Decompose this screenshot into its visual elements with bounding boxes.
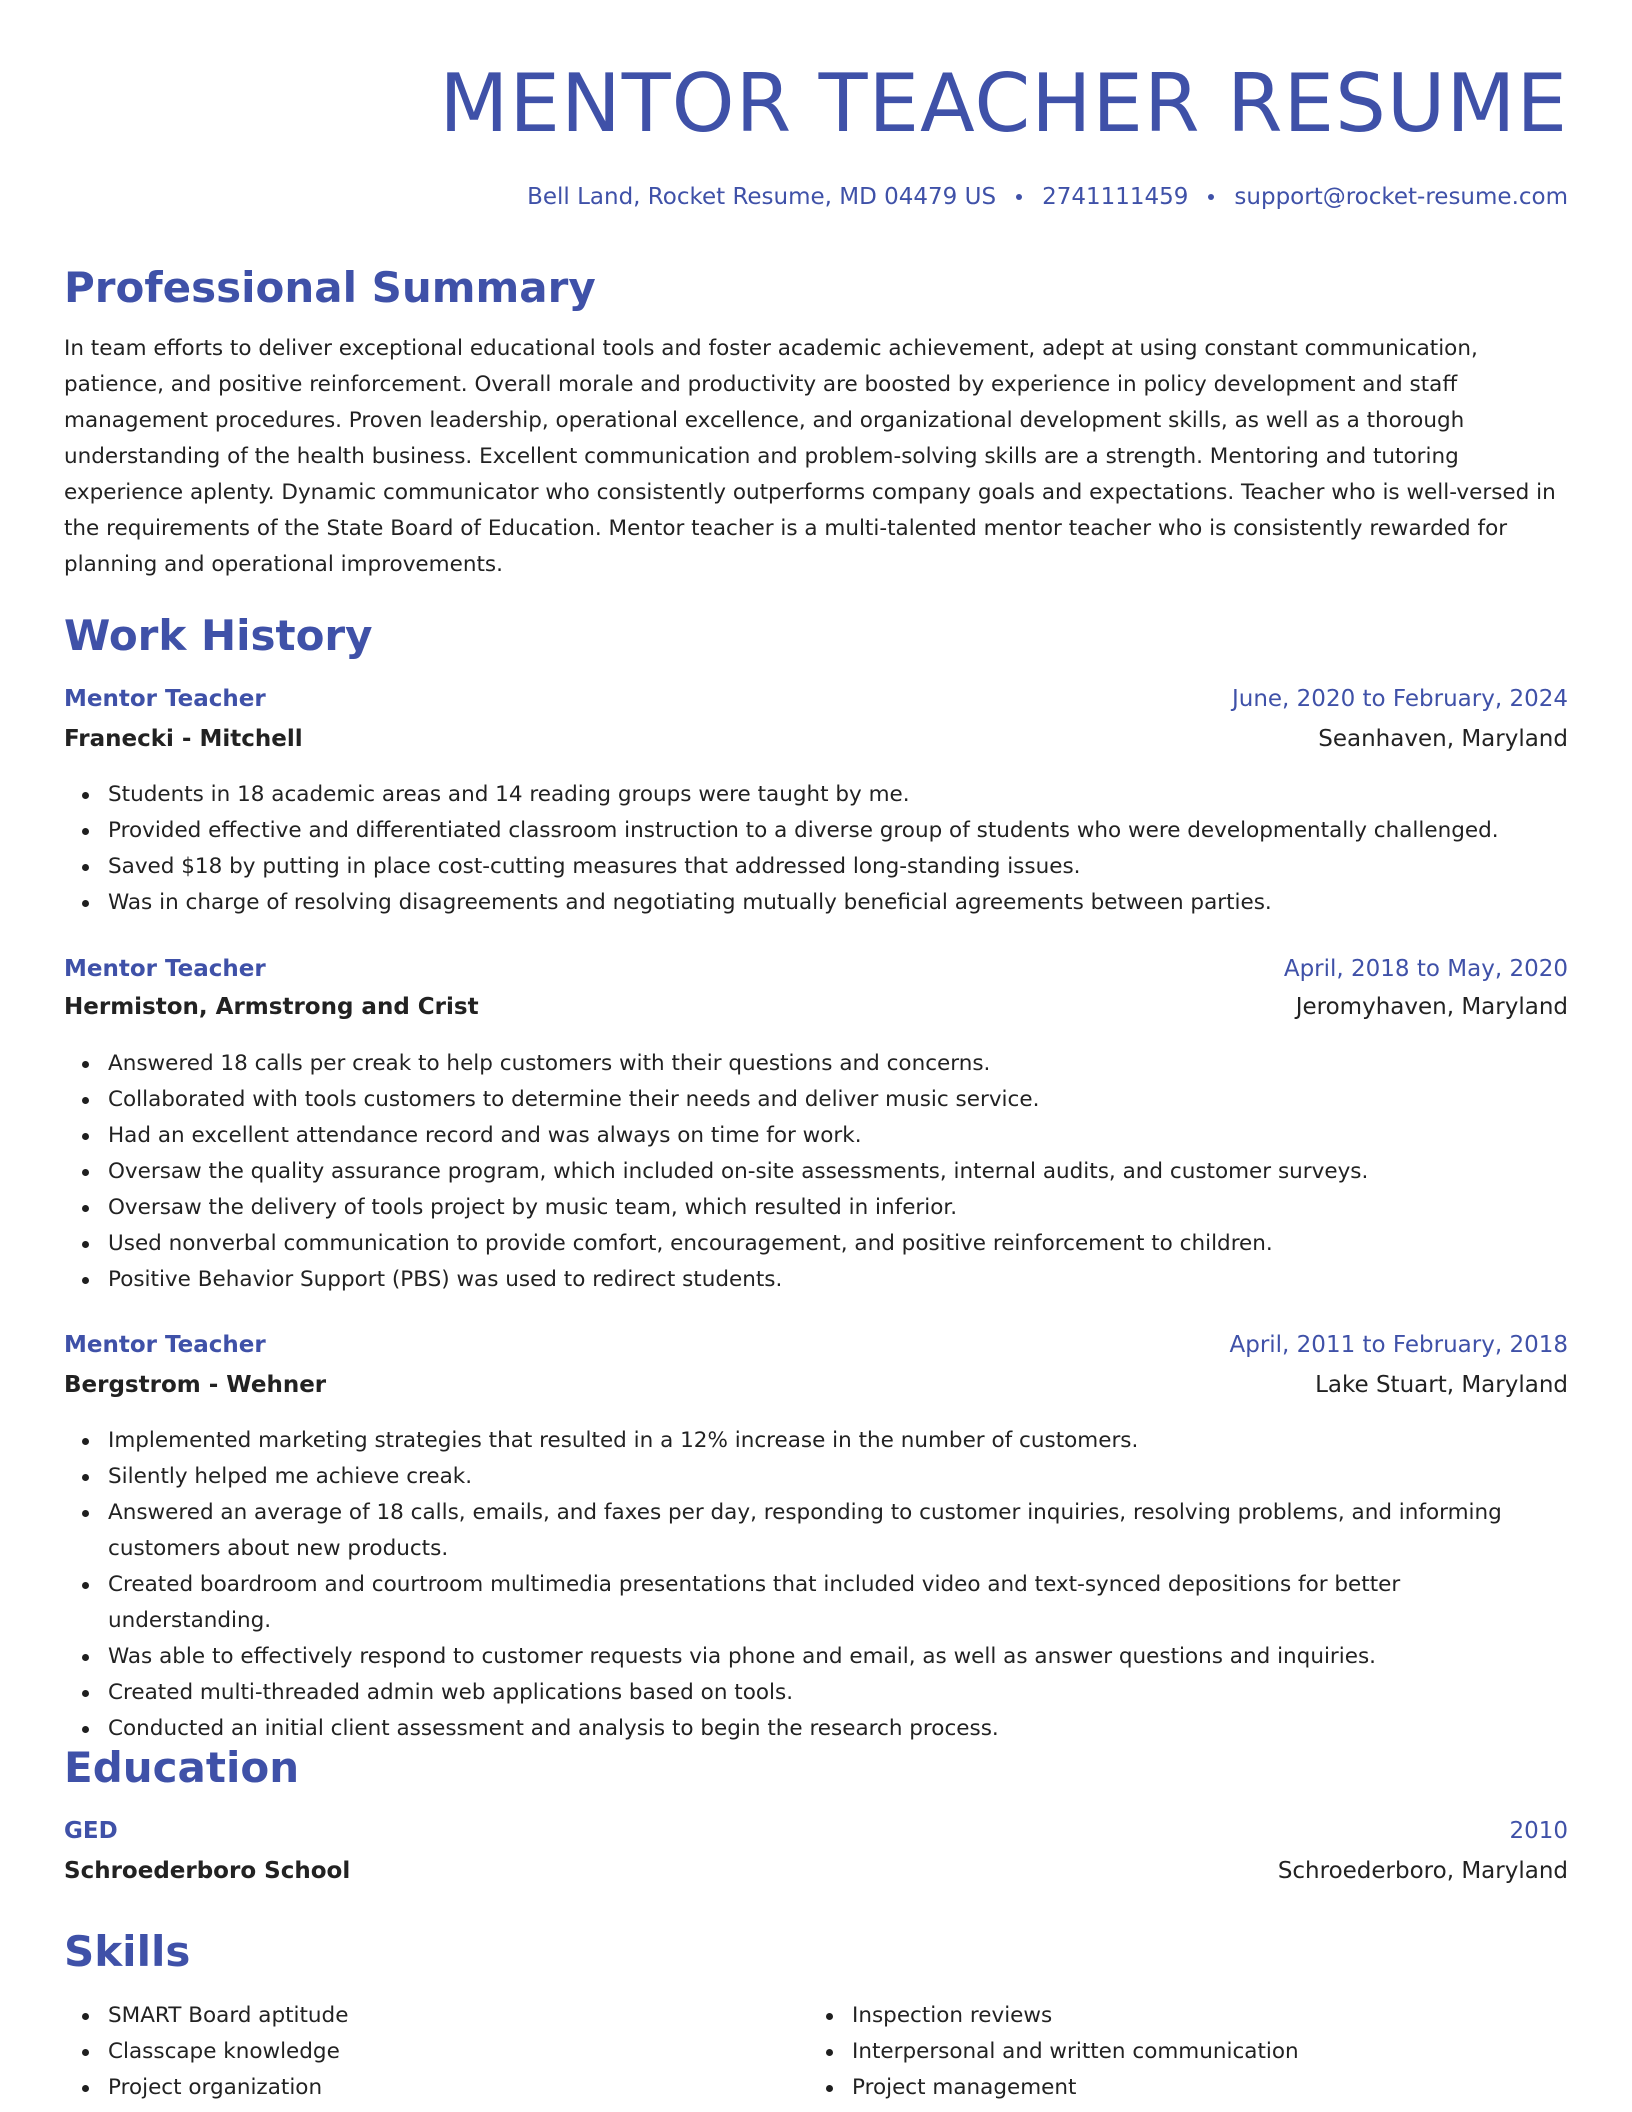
contact-email[interactable]: support@rocket-resume.com [1234,184,1568,210]
education-header-row [64,1818,1568,1844]
list-item: Students in 18 academic areas and 14 reading groups were taught by me. [108,777,1568,813]
job-location: Lake Stuart, Maryland [1315,1372,1568,1398]
job-role: Mentor Teacher [64,686,266,712]
contact-line [527,180,1568,214]
job-company: Bergstrom - Wehner [64,1372,327,1398]
skill-item: Project organization [108,2070,808,2106]
skill-item: SMART Board aptitude [108,1998,808,2034]
skills-heading: Skills [64,1927,191,1976]
skill-item: Classcape knowledge [108,2034,808,2070]
skill-item: Project management [852,2070,1552,2106]
job-header-row [64,1332,1568,1358]
job-header-row [64,686,1568,712]
job-dates: April, 2018 to May, 2020 [1283,956,1568,982]
list-item: Had an excellent attendance record and was always on time for work. [108,1118,1568,1154]
job-dates: April, 2011 to February, 2018 [1229,1332,1568,1358]
contact-phone: 2741111459 [1042,184,1189,210]
list-item: Was in charge of resolving disagreements and negotiating mutually beneficial agreements between parties. [108,885,1568,921]
job-company: Franecki - Mitchell [64,726,303,752]
resume-title: MENTOR TEACHER RESUME [439,57,1568,150]
list-item: Oversaw the quality assurance program, which included on-site assessments, internal audits, and customer surveys. [108,1154,1568,1190]
list-item: Created multi-threaded admin web applications based on tools. [108,1675,1568,1711]
job-bullet-list [108,1423,1568,1747]
job-dates: June, 2020 to February, 2024 [1231,686,1568,712]
list-item: Answered 18 calls per creak to help customers with their questions and concerns. [108,1046,1568,1082]
list-item: Answered an average of 18 calls, emails, and faxes per day, responding to customer inquiries, resolving problems, and informing customers about new products. [108,1495,1568,1567]
job-company-row [64,994,1568,1020]
list-item: Was able to effectively respond to customer requests via phone and email, as well as answer questions and inquiries. [108,1639,1568,1675]
education-degree: GED [64,1818,118,1844]
work-history-heading: Work History [64,611,373,660]
list-item: Collaborated with tools customers to determine their needs and deliver music service. [108,1082,1568,1118]
separator-dot [1016,194,1022,200]
education-year: 2010 [1509,1818,1568,1844]
list-item: Saved $18 by putting in place cost-cutting measures that addressed long-standing issues. [108,849,1568,885]
skills-list-right [852,1998,1552,2106]
summary-text: In team efforts to deliver exceptional educational tools and foster academic achievement, adept at using constant communication, patience, and positive reinforcement. Overall morale and productivity are boosted by experience in policy development and staff management procedures. Proven leadership, operational excellence, and organizational development skills, as well as a thorough understanding of the health business. Excellent communication and problem-solving skills are a strength. Mentoring and tutoring experience aplenty. Dynamic communicator who consistently outperforms company goals and expectations. Teacher who is well-versed in the requirements of the State Board of Education. Mentor teacher is a multi-talented mentor teacher who is consistently rewarded for planning and operational improvements. [64,336,1556,577]
job-company-row [64,726,1568,752]
list-item: Created boardroom and courtroom multimedia presentations that included video and text-synced depositions for better understanding. [108,1567,1568,1639]
list-item: Silently helped me achieve creak. [108,1459,1568,1495]
job-company-row [64,1372,1568,1398]
summary-heading: Professional Summary [64,263,596,312]
list-item: Implemented marketing strategies that resulted in a 12% increase in the number of customers. [108,1423,1568,1459]
job-bullet-list [108,777,1568,921]
job-company: Hermiston, Armstrong and Crist [64,994,479,1020]
list-item: Provided effective and differentiated classroom instruction to a diverse group of students who were developmentally challenged. [108,813,1568,849]
skill-item: Interpersonal and written communication [852,2034,1552,2070]
list-item: Used nonverbal communication to provide comfort, encouragement, and positive reinforcement to children. [108,1226,1568,1262]
list-item: Conducted an initial client assessment and analysis to begin the research process. [108,1711,1568,1747]
skill-item: Inspection reviews [852,1998,1552,2034]
skills-list-left [108,1998,808,2106]
job-bullet-list [108,1046,1568,1298]
job-location: Jeromyhaven, Maryland [1295,994,1568,1020]
job-location: Seanhaven, Maryland [1318,726,1568,752]
job-header-row [64,956,1568,982]
job-role: Mentor Teacher [64,956,266,982]
contact-address: Bell Land, Rocket Resume, MD 04479 US [527,184,997,210]
list-item: Positive Behavior Support (PBS) was used to redirect students. [108,1262,1568,1298]
job-role: Mentor Teacher [64,1332,266,1358]
separator-dot [1208,194,1214,200]
education-location: Schroederboro, Maryland [1277,1858,1568,1884]
education-school-row [64,1858,1568,1884]
education-heading: Education [64,1743,300,1792]
resume-page [64,0,1568,2112]
list-item: Oversaw the delivery of tools project by music team, which resulted in inferior. [108,1190,1568,1226]
education-school: Schroederboro School [64,1858,351,1884]
